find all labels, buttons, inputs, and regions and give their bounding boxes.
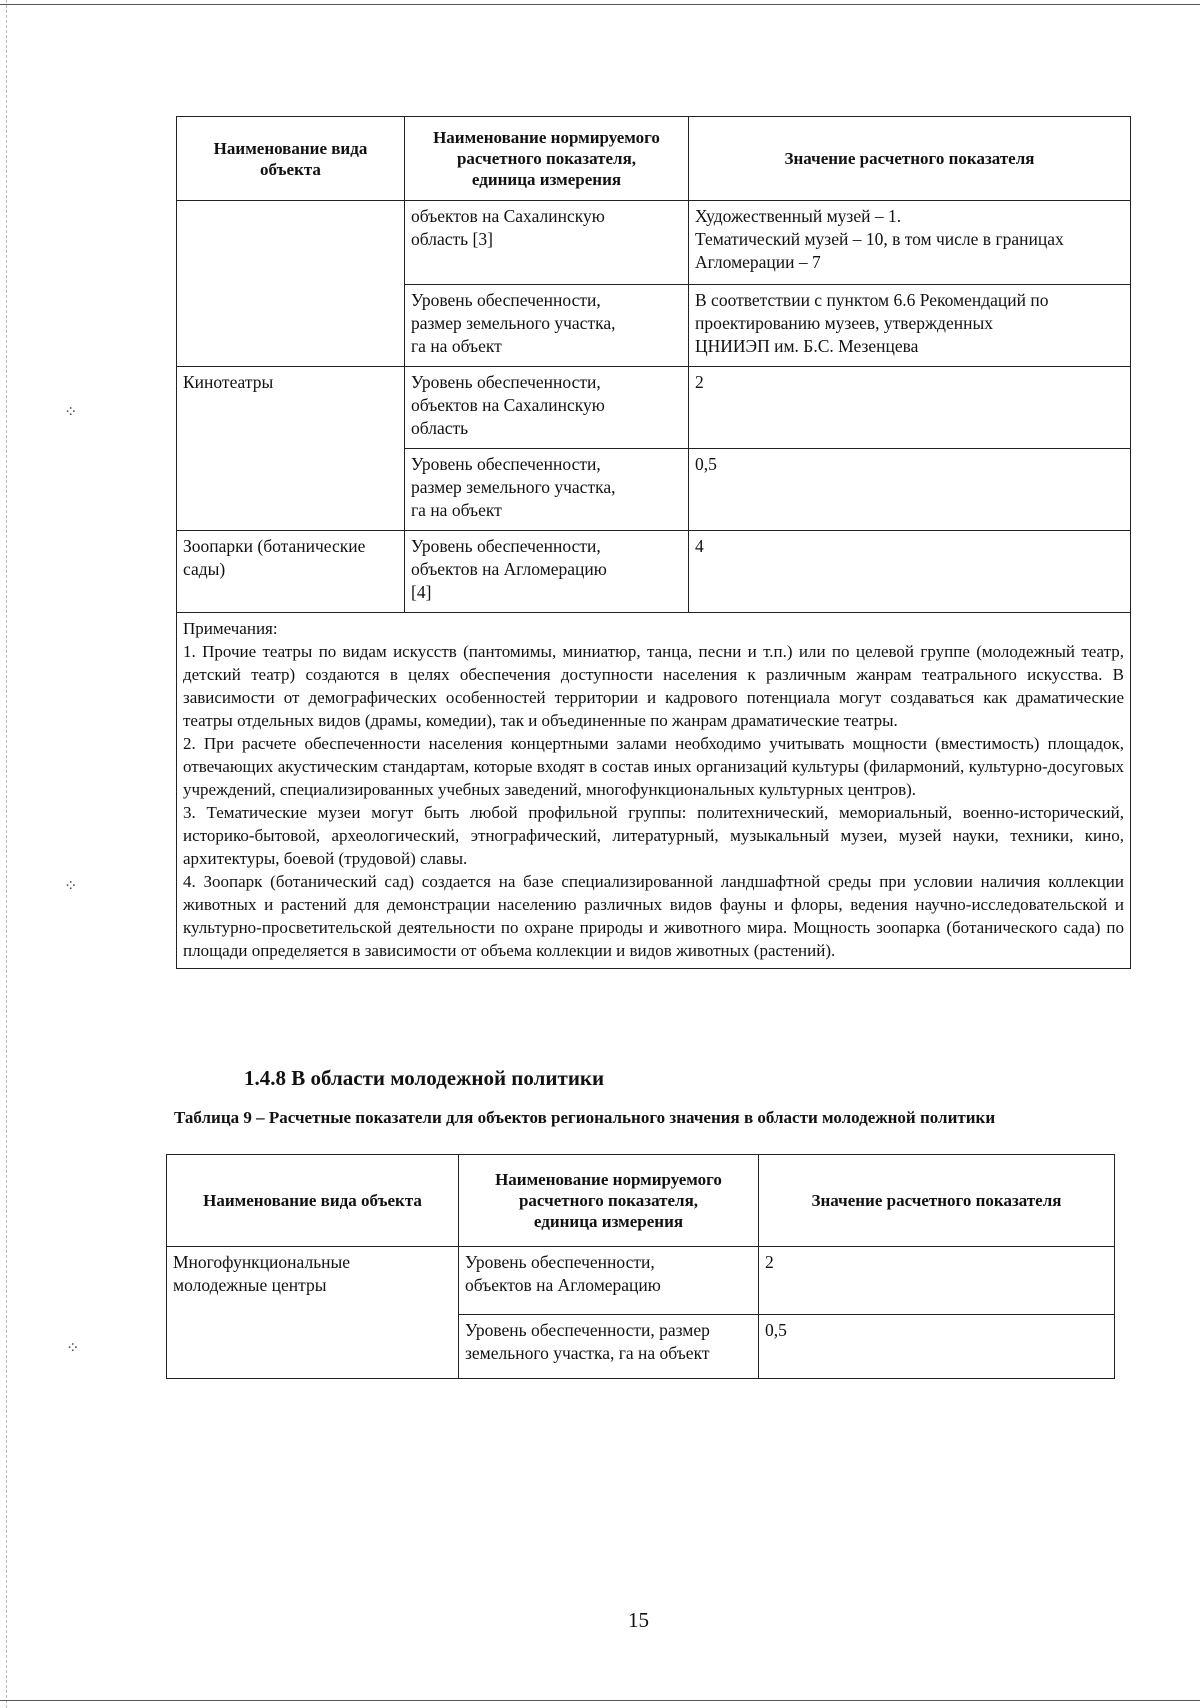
page-edge-top [0, 4, 1200, 5]
table-row [177, 531, 1131, 613]
page-edge-left [6, 0, 7, 1708]
cell-indicator: Уровень обеспеченности, объектов на Агломерацию [4] [405, 531, 689, 613]
note-item-1: 1. Прочие театры по видам искусств (пантомимы, миниатюр, танца, песни и т.п.) или по целевой группе (молодежный театр, детский театр) создаются в целях обеспечения доступности населения к различным жанрам театрального искусства. В зависимости от демографических особенностей территории и кадрового потенциала могут создаваться как драматические театры отдельных видов (драмы, комедии), так и объединенные по жанрам драматические театры. [183, 642, 1124, 730]
cell-value: 2 [759, 1247, 1115, 1315]
note-item-3: 3. Тематические музеи могут быть любой профильной группы: политехнический, мемориальный, военно-исторический, историко-бытовой, археологический, этнографический, литературный, музыкальный музеи, музей науки, техники, кино, архитектуры, боевой (трудовой) славы. [183, 803, 1124, 868]
header-value: Значение расчетного показателя [759, 1155, 1115, 1247]
table-row [167, 1247, 1115, 1315]
cell-indicator: Уровень обеспеченности, размер земельного участка, га на объект [459, 1315, 759, 1379]
cell-object-type: Многофункциональные молодежные центры [167, 1247, 459, 1379]
notes-title: Примечания: [183, 619, 278, 638]
table-8-continued [176, 116, 1131, 969]
page-number: 15 [628, 1608, 649, 1632]
table-row [177, 201, 1131, 285]
table-9 [166, 1154, 1115, 1379]
table-header-row [167, 1155, 1115, 1247]
cell-indicator: объектов на Сахалинскую область [3] [405, 201, 689, 285]
notes-row [177, 613, 1131, 969]
cell-value: Художественный музей – 1. Тематический музей – 10, в том числе в границах Агломерации – 7 [689, 201, 1131, 285]
cell-object-type: Зоопарки (ботанические сады) [177, 531, 405, 613]
header-object-type: Наименование вида объекта [177, 117, 405, 201]
cell-value: 4 [689, 531, 1131, 613]
notes-cell [177, 613, 1131, 969]
section-heading: 1.4.8 В области молодежной политики [244, 1066, 605, 1090]
note-item-2: 2. При расчете обеспеченности населения концертными залами необходимо учитывать мощности (вместимость) площадок, отвечающих акустическим стандартам, которые входят в состав иных организаций культуры (филармоний, культурно-досуговых учреждений, специализированных учебных заведений, многофункциональных культурных центров). [183, 734, 1124, 799]
header-object-type: Наименование вида объекта [167, 1155, 459, 1247]
table-header-row [177, 117, 1131, 201]
cell-object-type [177, 201, 405, 367]
cell-value: 0,5 [689, 449, 1131, 531]
header-indicator: Наименование нормируемого расчетного показателя, единица измерения [405, 117, 689, 201]
scan-speck: ⁘ [64, 404, 78, 421]
cell-value: В соответствии с пунктом 6.6 Рекомендаций по проектированию музеев, утвержденных ЦНИИЭП им. Б.С. Мезенцева [689, 285, 1131, 367]
cell-indicator: Уровень обеспеченности, объектов на Агломерацию [459, 1247, 759, 1315]
header-indicator: Наименование нормируемого расчетного показателя, единица измерения [459, 1155, 759, 1247]
cell-object-type: Кинотеатры [177, 367, 405, 531]
scan-speck: ⁘ [66, 1340, 80, 1357]
cell-value: 2 [689, 367, 1131, 449]
note-item-4: 4. Зоопарк (ботанический сад) создается на базе специализированной ландшафтной среды при условии наличия коллекции животных и растений для демонстрации населению различных видов фауны и флоры, ведения научно-исследовательской и культурно-просветительской деятельности по охране природы и животного мира. Мощность зоопарка (ботанического сада) по площади определяется в зависимости от объема коллекции и видов животных (растений). [183, 872, 1124, 960]
cell-indicator: Уровень обеспеченности, объектов на Сахалинскую область [405, 367, 689, 449]
table-row [177, 367, 1131, 449]
cell-indicator: Уровень обеспеченности, размер земельного участка, га на объект [405, 285, 689, 367]
cell-indicator: Уровень обеспеченности, размер земельного участка, га на объект [405, 449, 689, 531]
cell-value: 0,5 [759, 1315, 1115, 1379]
scan-speck: ⁘ [64, 878, 78, 895]
table-9-caption: Таблица 9 – Расчетные показатели для объектов регионального значения в области молодежной политики [174, 1108, 996, 1127]
header-value: Значение расчетного показателя [689, 117, 1131, 201]
page-edge-bottom [0, 1700, 1200, 1701]
